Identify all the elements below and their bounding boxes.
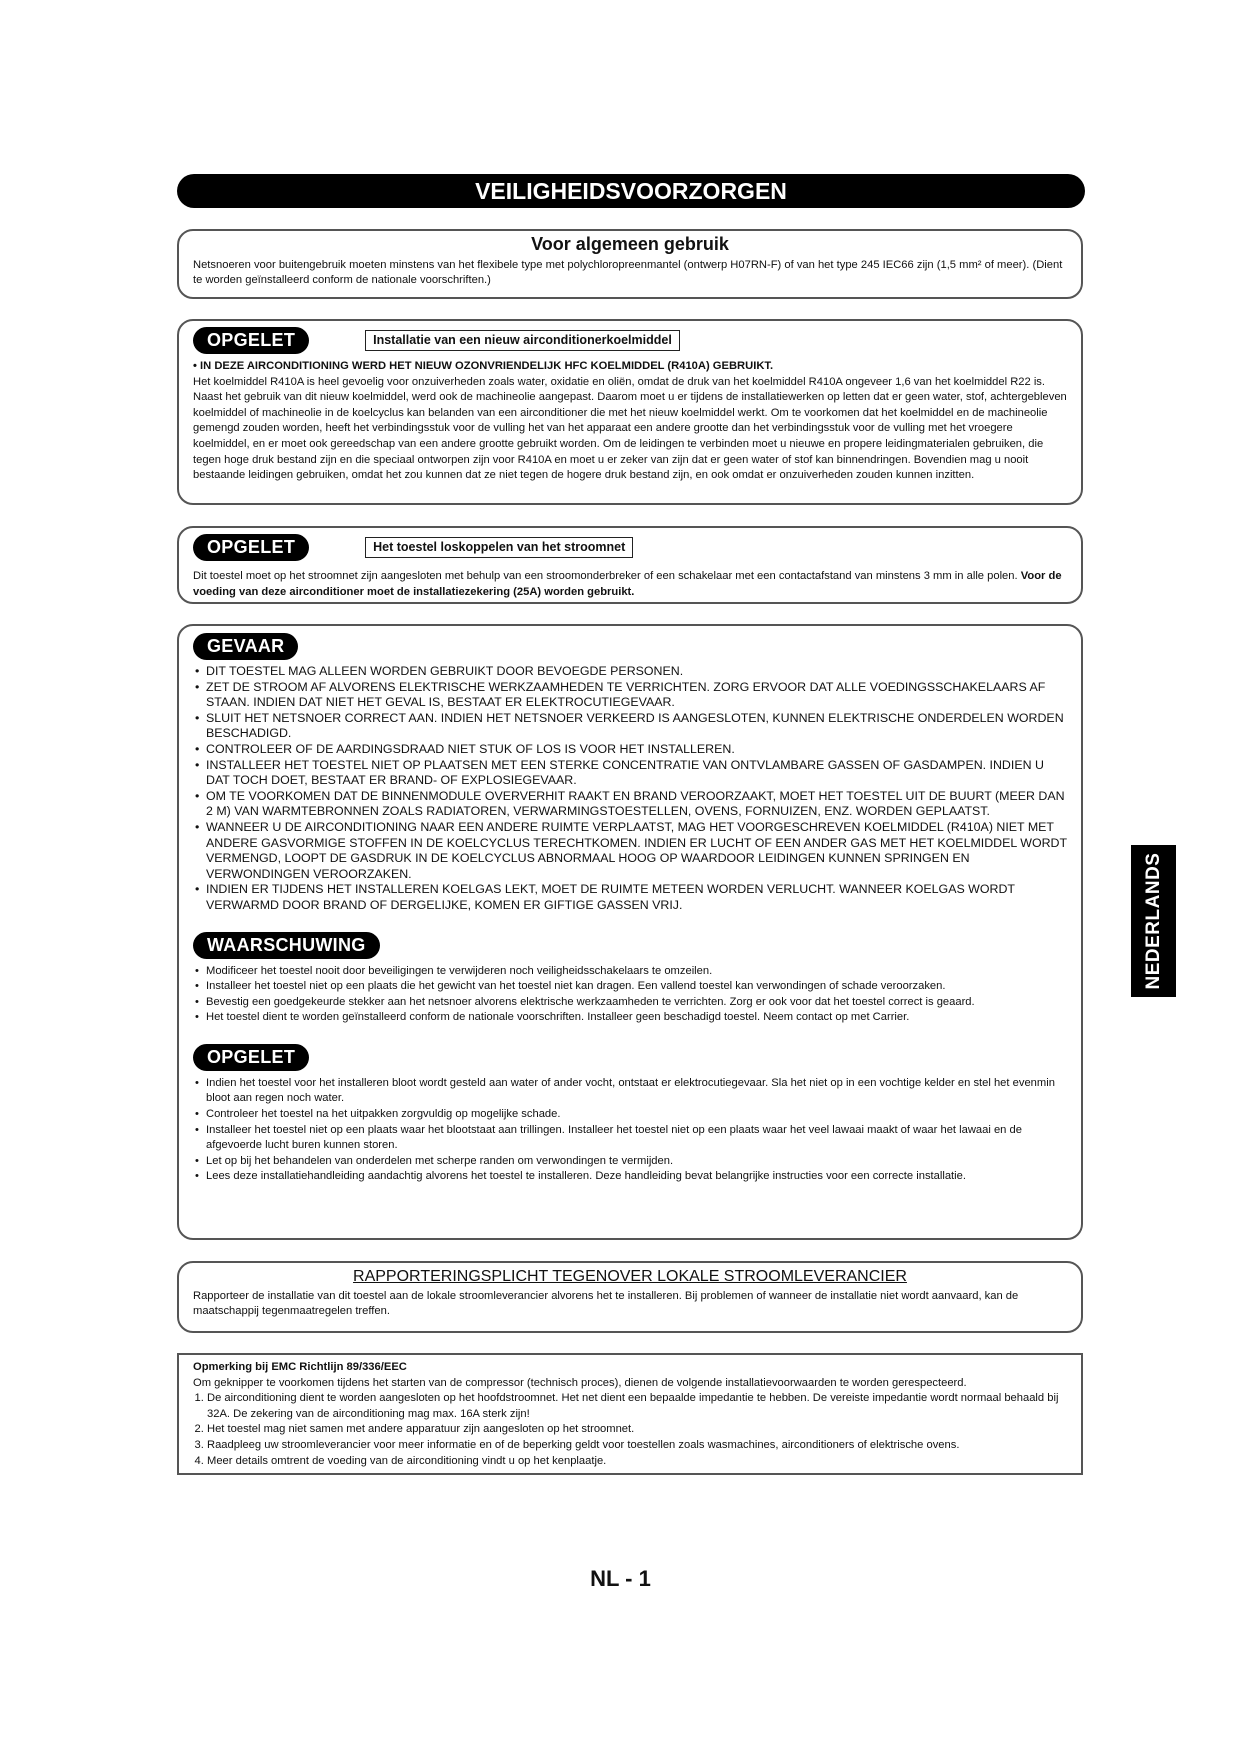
language-tab — [1131, 845, 1176, 997]
emc-intro: Om geknipper te voorkomen tijdens het starten van de compressor (technisch proces), dienen de volgende installatievoorwaarden te worden gerespecteerd. — [193, 1376, 967, 1389]
list-item: • CONTROLEER OF DE AARDINGSDRAAD NIET STUK OF LOS IS VOOR HET INSTALLEREN. — [193, 742, 1067, 758]
list-item: • Bevestig een goedgekeurde stekker aan het netsnoer alvorens elektrische werkzaamheden te verrichten. Zorg er ook voor dat het toestel correct is geaard. — [193, 995, 1067, 1011]
list-item: 1. De airconditioning dient te worden aangesloten op het hoofdstroomnet. Het net dient een bepaalde impedantie te hebben. De vereiste impedantie wordt normaal behaald bij 32A. De zekering van de airconditioning mag max. 16A sterk zijn! — [207, 1391, 1067, 1422]
list-item: • Installeer het toestel niet op een plaats die het gewicht van het toestel niet kan dragen. Een vallend toestel kan verwondingen of schade veroorzaken. — [193, 979, 1067, 995]
page-number: NL - 1 — [590, 1566, 651, 1591]
disconnect-label: Het toestel loskoppelen van het stroomnet — [365, 537, 633, 558]
caution-badge: OPGELET — [193, 534, 309, 561]
emc-box — [177, 1353, 1083, 1475]
list-item: • Lees deze installatiehandleiding aandachtig alvorens het toestel te installeren. Deze handleiding bevat belangrijke instructies voor een correcte installatie. — [193, 1169, 1067, 1185]
list-item: • ZET DE STROOM AF ALVORENS ELEKTRISCHE WERKZAAMHEDEN TE VERRICHTEN. ZORG ERVOOR DAT ALLE VOEDINGSSCHAKELAARS AF STAAN. INDIEN DAT NIET HET GEVAL IS, BESTAAT ER ELEKTROCUTIEGEVAAR. — [193, 680, 1067, 711]
report-title: RAPPORTERINGSPLICHT TEGENOVER LOKALE STROOMLEVERANCIER — [353, 1268, 907, 1285]
disconnect-bold: Voor de voeding van deze airconditioner moet de installatiezekering (25A) worden gebruikt. — [193, 570, 1062, 598]
list-item: • Modificeer het toestel nooit door beveiligingen te verwijderen noch veiligheidsschakelaars te omzeilen. — [193, 964, 1067, 980]
refrigerant-text: Het koelmiddel R410A is heel gevoelig voor onzuiverheden zoals water, oxidatie en oliën, omdat de druk van het koelmiddel R410A ongeveer 1,6 van het koelmiddel R22 is. Naast het gebruik van dit nieuw koelmiddel, werd ook de machineolie aangepast. Daarom moet u er tijdens de installatiewerken op letten dat er geen water, stof, achtergebleven koelmiddel of machineolie in de koelcyclus kan belanden van een airconditioner die met het nieuw koelmiddel werkt. Om te voorkomen dat het koelmiddel en de machineolie gemengd zouden worden, heeft het verbindingsstuk voor de vulling het van het apparaat een andere grootte dan het verbindingsstuk voor de vulling met het vroegere koelmiddel, en er moet ook gereedschap van een andere grootte gebruikt worden. Om de leidingen te verbinden moet u nieuwe en propere leidingmaterialen gebruiken, die tegen hoge druk bestand zijn en die speciaal ontworpen zijn voor R410A en moet u er zeker van zijn dat er geen water of stof kan binnendringen. Bovendien mag u nooit bestaande leidingen gebruiken, omdat het zou kunnen dat ze niet tegen de hogere druk bestand zijn, en ook omdat er onzuiverheden zouden kunnen inzitten. — [193, 375, 1067, 482]
language-tab-label: NEDERLANDS — [1142, 852, 1164, 990]
caution-badge: OPGELET — [193, 327, 309, 354]
danger-list — [193, 664, 1067, 914]
general-use-box — [177, 229, 1083, 299]
list-item: • Let op bij het behandelen van onderdelen met scherpe randen om verwondingen te vermijden. — [193, 1154, 1067, 1170]
report-box — [177, 1261, 1083, 1333]
caution-disconnect-box — [177, 526, 1083, 604]
list-item: • Controleer het toestel na het uitpakken zorgvuldig op mogelijke schade. — [193, 1107, 1067, 1123]
page-title: VEILIGHEIDSVOORZORGEN — [177, 174, 1085, 208]
list-item: • SLUIT HET NETSNOER CORRECT AAN. INDIEN HET NETSNOER VERKEERD IS AANGESLOTEN, KUNNEN ELEKTRISCHE ONDERDELEN WORDEN BESCHADIGD. — [193, 711, 1067, 742]
general-use-title: Voor algemeen gebruik — [531, 234, 729, 254]
list-item: • Installeer het toestel niet op een plaats waar het blootstaat aan trillingen. Installeer het toestel niet op een plaats waar het veel lawaai maakt of waar het lawaai en de afgevoerde lucht buren kunnen storen. — [193, 1123, 1067, 1154]
report-text: Rapporteer de installatie van dit toestel aan de lokale stroomleverancier alvorens het te installeren. Bij problemen of wanneer de installatie niet wordt aanvaard, kan de maatschappij tegenmaatregelen treffen. — [193, 1289, 1019, 1318]
general-use-text: Netsnoeren voor buitengebruik moeten minstens van het flexibele type met polychloropreenmantel (ontwerp H07RN-F) of van het type 245 IEC66 zijn (1,5 mm² of meer). (Dient te worden geïnstalleerd conform de nationale voorschriften.) — [193, 258, 1063, 287]
caution-badge: OPGELET — [193, 1044, 309, 1071]
list-item: • DIT TOESTEL MAG ALLEEN WORDEN GEBRUIKT DOOR BEVOEGDE PERSONEN. — [193, 664, 1067, 680]
emc-title: Opmerking bij EMC Richtlijn 89/336/EEC — [193, 1361, 407, 1373]
list-item: 4. Meer details omtrent de voeding van de airconditioning vindt u op het kenplaatje. — [207, 1454, 1067, 1470]
list-item: • Indien het toestel voor het installeren bloot wordt gesteld aan water of ander vocht, ontstaat er elektrocutiegevaar. Sla het niet op in een vochtige kelder en stel het evenmin bloot aan regen noch water. — [193, 1076, 1067, 1107]
list-item: 2. Het toestel mag niet samen met andere apparatuur zijn aangesloten op het stroomnet. — [207, 1422, 1067, 1438]
danger-badge: GEVAAR — [193, 633, 298, 660]
list-item: • Het toestel dient te worden geïnstalleerd conform de nationale voorschriften. Installeer geen beschadigd toestel. Neem contact op met Carrier. — [193, 1010, 1067, 1026]
hazard-box — [177, 624, 1083, 1240]
list-item: • WANNEER U DE AIRCONDITIONING NAAR EEN ANDERE RUIMTE VERPLAATST, MAG HET VOORGESCHREVEN KOELMIDDEL (R410A) NIET MET ANDERE GASVORMIGE STOFFEN IN DE KOELCYCLUS TERECHTKOMEN. INDIEN ER LUCHT OF EEN ANDER GAS MET HET KOELMIDDEL WORDT VERMENGD, LOOPT DE GASDRUK IN DE KOELCYCLUS ABNORMAAL HOOG OP WAARDOOR LEIDINGEN KUNNEN SPRINGEN EN VERWONDINGEN VEROORZAKEN. — [193, 820, 1067, 882]
warning-badge: WAARSCHUWING — [193, 932, 380, 959]
list-item: 3. Raadpleeg uw stroomleverancier voor meer informatie en of de beperking geldt voor toestellen zoals wasmachines, airconditioners of elektrische ovens. — [207, 1438, 1067, 1454]
list-item: • INSTALLEER HET TOESTEL NIET OP PLAATSEN MET EEN STERKE CONCENTRATIE VAN ONTVLAMBARE GASSEN OF GASDAMPEN. INDIEN U DAT TOCH DOET, BESTAAT ER BRAND- OF EXPLOSIEGEVAAR. — [193, 758, 1067, 789]
disconnect-text — [193, 569, 1067, 600]
list-item: • INDIEN ER TIJDENS HET INSTALLEREN KOELGAS LEKT, MOET DE RUIMTE METEEN WORDEN VERLUCHT. WANNEER KOELGAS WORDT VERWARMD DOOR BRAND OF DERGELIJKE, KOMEN ER GIFTIGE GASSEN VRIJ. — [193, 882, 1067, 913]
refrigerant-label: Installatie van een nieuw airconditionerkoelmiddel — [365, 330, 680, 351]
list-item: • OM TE VOORKOMEN DAT DE BINNENMODULE OVERVERHIT RAAKT EN BRAND VEROORZAAKT, MOET HET TOESTEL UIT DE BUURT (MEER DAN 2 M) VAN WARMTEBRONNEN ZOALS RADIATOREN, VERWARMINGSTOESTELLEN, OVENS, FORNUIZEN, ENZ. WORDEN GEPLAATST. — [193, 789, 1067, 820]
emc-list — [193, 1391, 1067, 1469]
caution-refrigerant-box — [177, 319, 1083, 505]
warning-list — [193, 964, 1067, 1026]
refrigerant-heading: • IN DEZE AIRCONDITIONING WERD HET NIEUW OZONVRIENDELIJK HFC KOELMIDDEL (R410A) GEBRUIKT. — [193, 360, 774, 372]
disconnect-body: Dit toestel moet op het stroomnet zijn aangesloten met behulp van een stroomonderbreker of een schakelaar met een contactafstand van minstens 3 mm in alle polen. — [193, 570, 1018, 582]
caution-list — [193, 1076, 1067, 1185]
